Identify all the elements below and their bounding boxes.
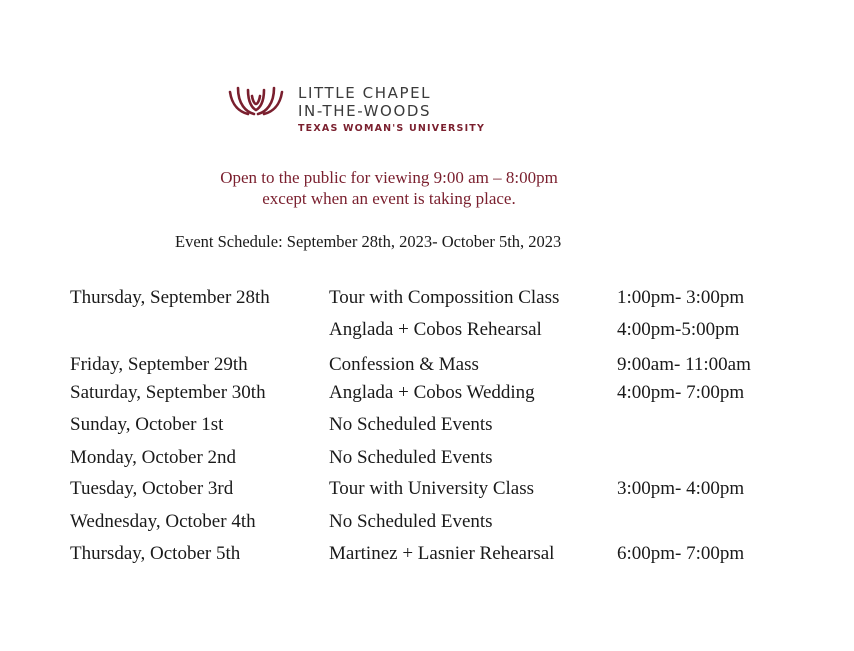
schedule-row [0,382,854,406]
schedule-event: Tour with Compossition Class [329,287,560,308]
schedule-day: Monday, October 2nd [70,447,237,468]
schedule-event: Tour with University Class [329,478,535,499]
schedule-day: Tuesday, October 3rd [70,478,234,499]
schedule-time: 1:00pm- 3:00pm [617,287,745,308]
schedule-time: 3:00pm- 4:00pm [617,478,745,499]
schedule-day: Wednesday, October 4th [70,511,256,532]
schedule-event: Anglada + Cobos Wedding [329,382,535,403]
schedule-title: Event Schedule: September 28th, 2023- October 5th, 2023 [175,232,562,251]
schedule-row [0,319,854,343]
schedule-event: Confession & Mass [329,354,479,375]
chapel-logo [226,84,485,134]
schedule-row [0,543,854,567]
schedule-time: 4:00pm- 7:00pm [617,382,745,403]
logo-title-line2: IN-THE-WOODS [298,102,432,120]
schedule-time: 9:00am- 11:00am [617,354,751,375]
viewing-hours-notice: Open to the public for viewing 9:00 am – 8:00pm [220,168,558,187]
schedule-row [0,478,854,502]
schedule-day: Saturday, September 30th [70,382,266,403]
schedule-event: Anglada + Cobos Rehearsal [329,319,542,340]
schedule-time: 4:00pm-5:00pm [617,319,740,340]
schedule-row [0,354,854,378]
schedule-event: No Scheduled Events [329,447,493,468]
schedule-event: No Scheduled Events [329,511,493,532]
schedule-row [0,414,854,438]
logo-university: TEXAS WOMAN'S UNIVERSITY [298,123,486,134]
logo-title-line1: LITTLE CHAPEL [298,84,432,102]
schedule-day: Friday, September 29th [70,354,248,375]
schedule-row [0,287,854,311]
schedule-day: Sunday, October 1st [70,414,224,435]
schedule-day: Thursday, October 5th [70,543,241,564]
chapel-arches-logo-icon [226,84,286,120]
schedule-row [0,511,854,535]
schedule-event: Martinez + Lasnier Rehearsal [329,543,555,564]
schedule-time: 6:00pm- 7:00pm [617,543,745,564]
schedule-row [0,447,854,471]
event-exception-notice: except when an event is taking place. [262,189,516,208]
logo-wordmark [298,84,485,134]
schedule-event: No Scheduled Events [329,414,493,435]
schedule-day: Thursday, September 28th [70,287,270,308]
